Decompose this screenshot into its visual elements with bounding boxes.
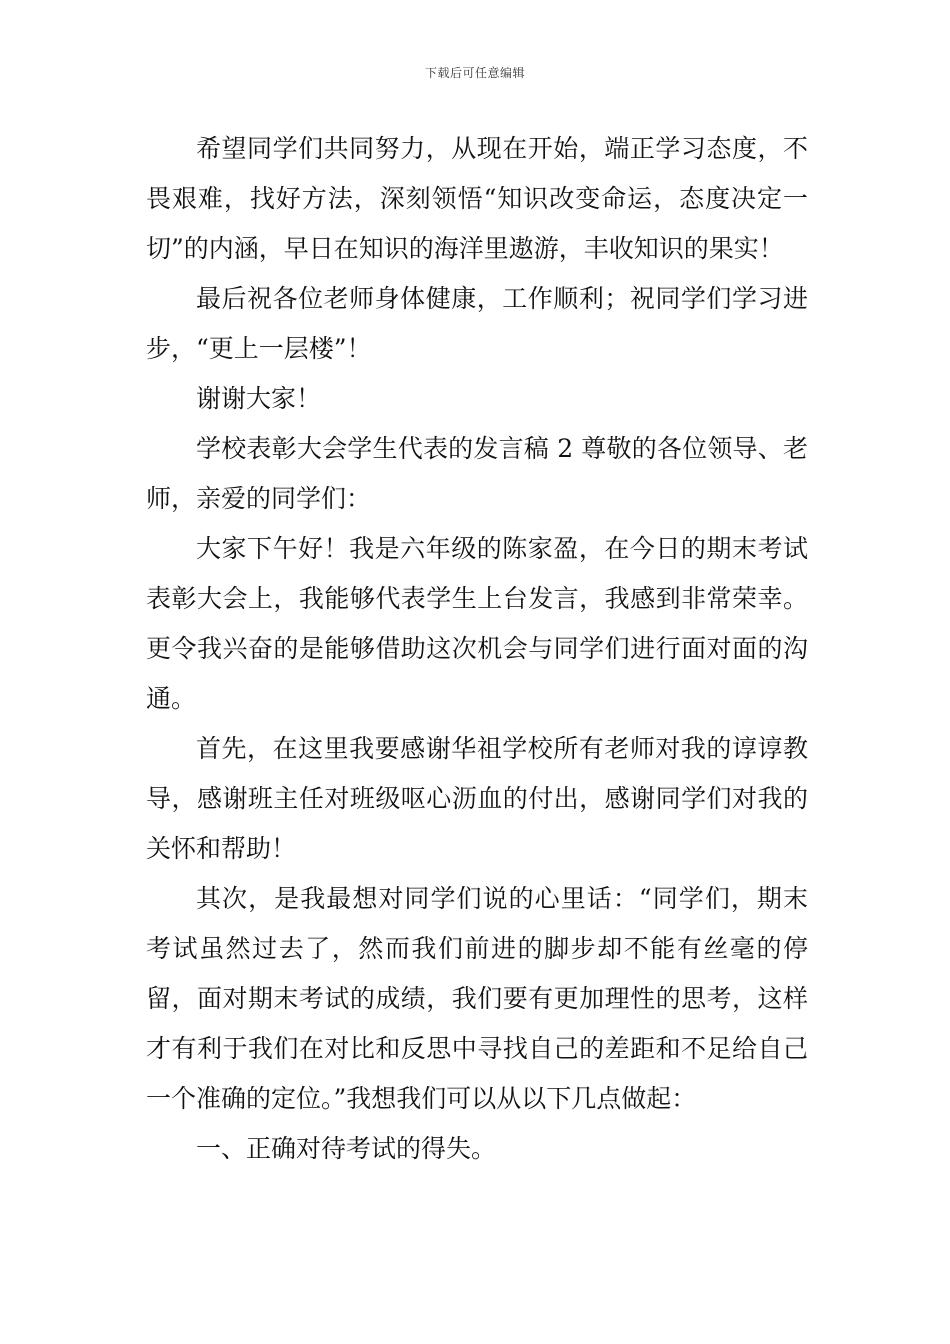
paragraph-introduction: 大家下午好！我是六年级的陈家盈，在今日的期末考试表彰大会上，我能够代表学生上台发言，我感到非常荣幸。更令我兴奋的是能够借助这次机会与同学们进行面对面的沟通。 — [146, 534, 808, 713]
document-body — [146, 124, 808, 1174]
paragraph-point-one: 一、正确对待考试的得失。 — [196, 1134, 497, 1163]
paragraph-speech-title-greeting: 学校表彰大会学生代表的发言稿 2 尊敬的各位领导、老师，亲爱的同学们： — [146, 434, 808, 513]
page-header-note: 下载后可任意编辑 — [424, 66, 525, 80]
paragraph-gratitude: 首先，在这里我要感谢华祖学校所有老师对我的谆谆教导，感谢班主任对班级呕心沥血的付出，感谢同学们对我的关怀和帮助！ — [146, 734, 808, 863]
paragraph-thanks: 谢谢大家！ — [196, 384, 322, 413]
paragraph-advice: 其次，是我最想对同学们说的心里话：“同学们，期末考试虽然过去了，然而我们前进的脚步却不能有丝毫的停留，面对期末考试的成绩，我们要有更加理性的思考，这样才有利于我们在对比和反思中寻找自己的差距和不足给自己一个准确的定位。”我想我们可以从以下几点做起： — [146, 884, 808, 1113]
paragraph-encouragement: 希望同学们共同努力，从现在开始，端正学习态度，不畏艰难，找好方法，深刻领悟“知识改变命运，态度决定一切”的内涵，早日在知识的海洋里遨游，丰收知识的果实！ — [146, 134, 808, 263]
paragraph-wishes: 最后祝各位老师身体健康，工作顺利；祝同学们学习进步，“更上一层楼”！ — [146, 284, 808, 363]
